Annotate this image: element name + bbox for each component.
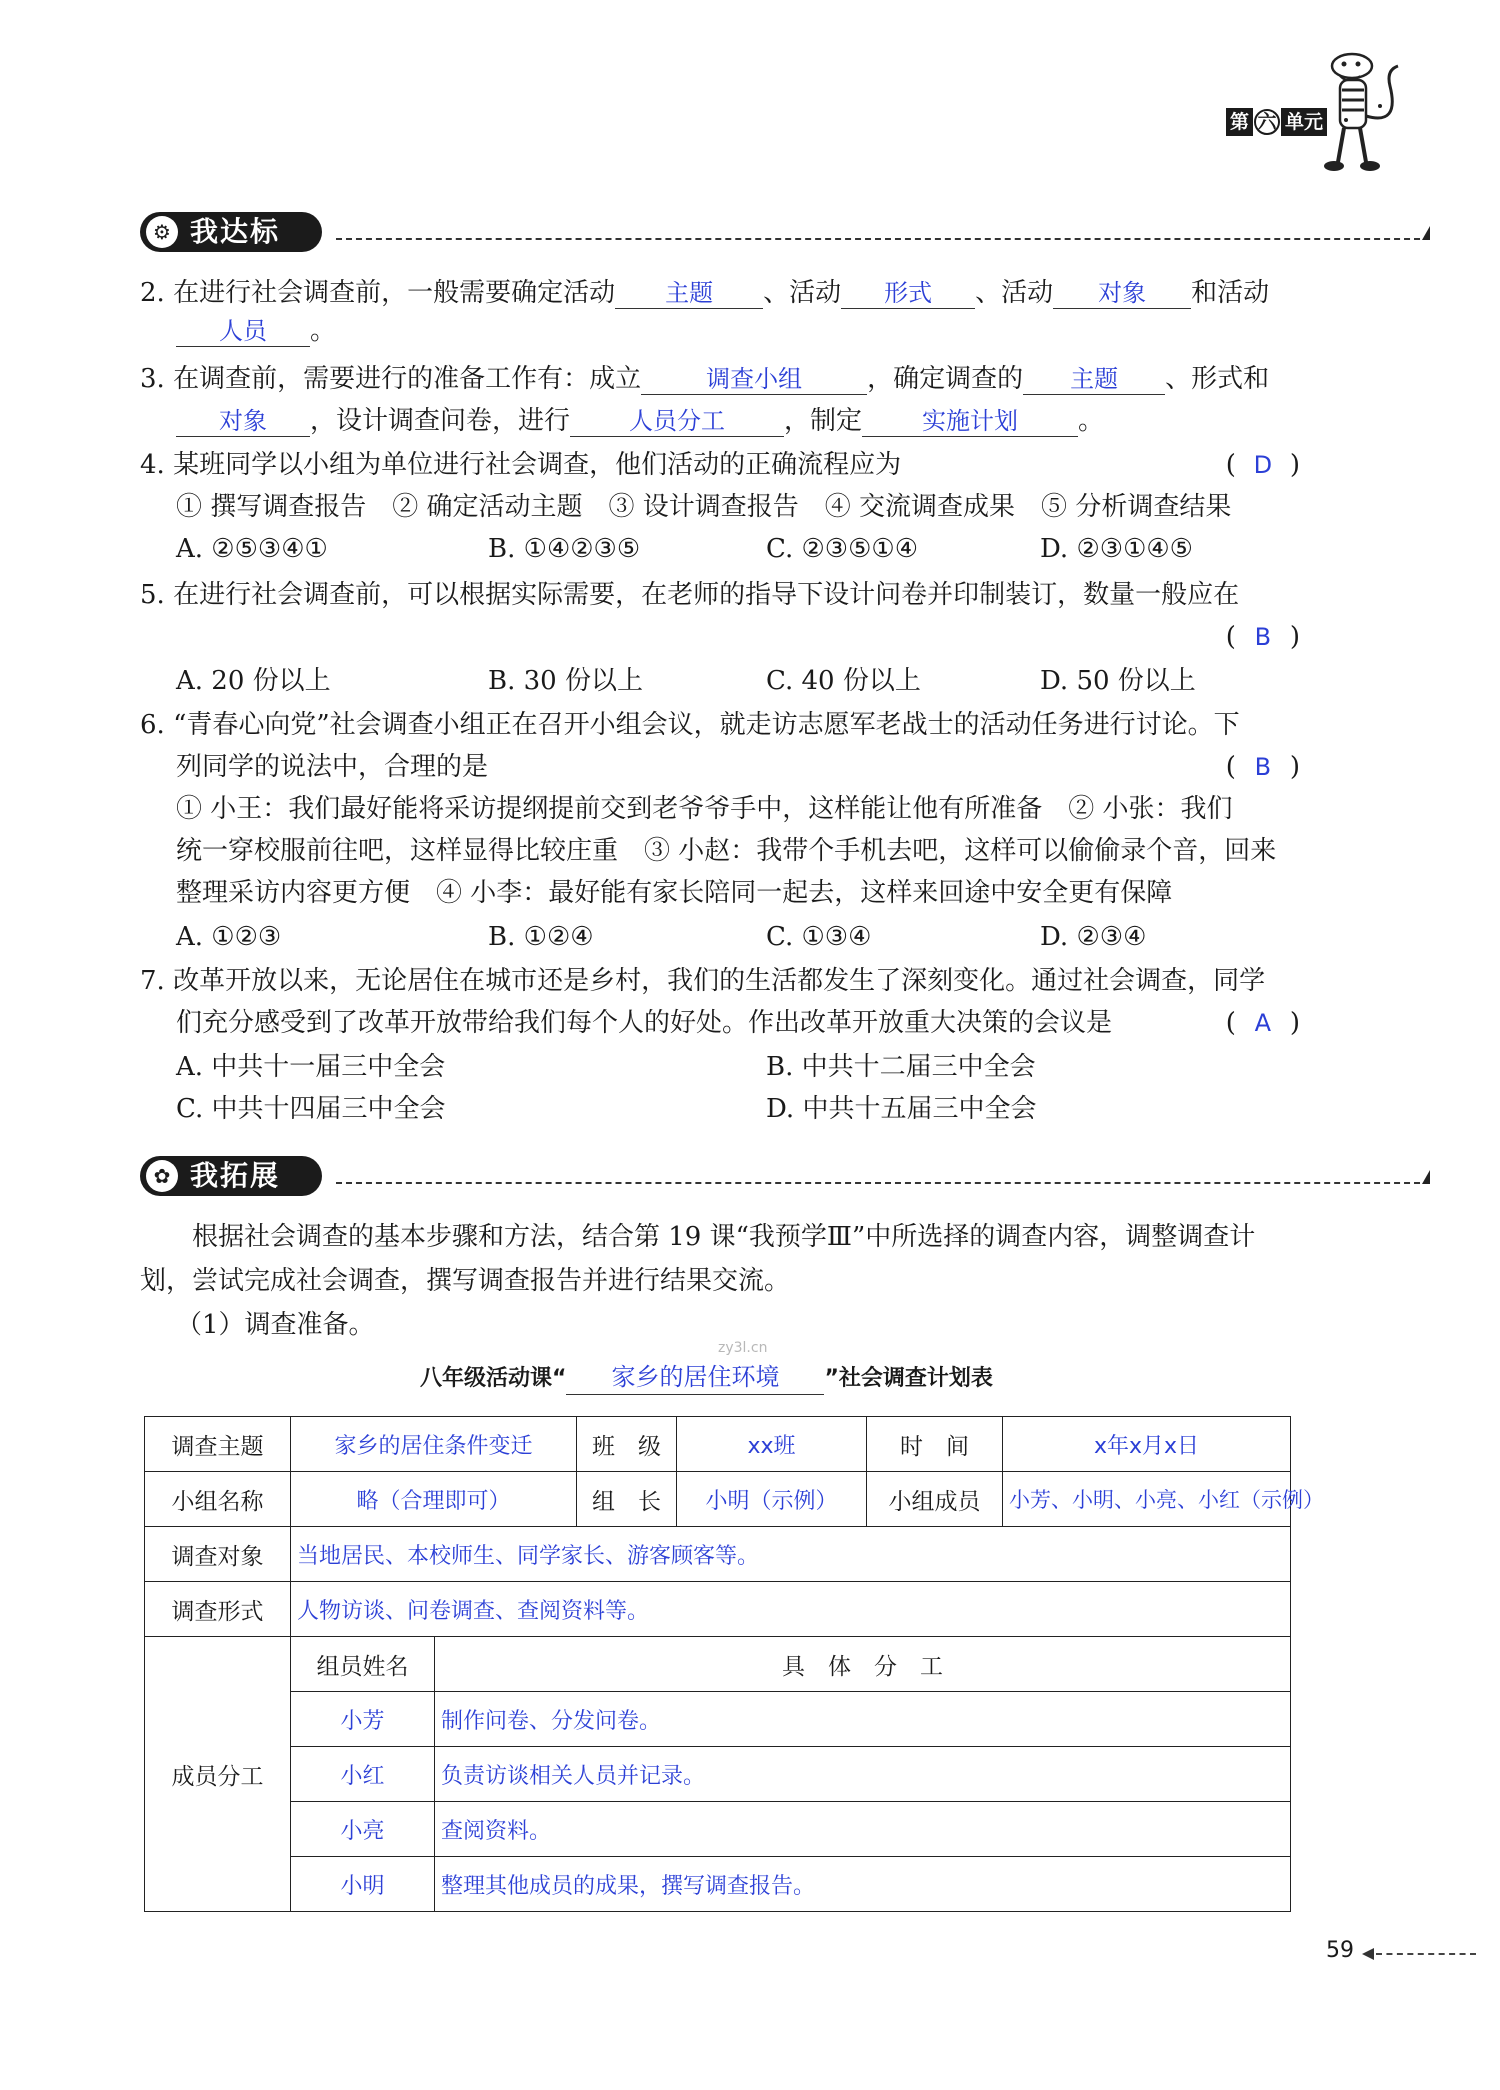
cell-label: 调查对象 (145, 1527, 291, 1582)
dashed-divider (336, 238, 1430, 240)
answer-paren: ( B ) (1225, 622, 1300, 652)
cell-value: x年x月x日 (1003, 1417, 1291, 1472)
table-row (145, 1472, 1291, 1527)
page-number-arrow-icon (1362, 1944, 1482, 1960)
triangle-marker (1422, 1170, 1430, 1184)
option-a: A. ①②③ (176, 922, 282, 952)
member-name: 小亮 (291, 1802, 435, 1857)
option-c: C. ①③④ (766, 922, 872, 952)
table-row (145, 1417, 1291, 1472)
plan-title: 八年级活动课“ 家乡的居住环境 ”社会调查计划表 (420, 1358, 993, 1400)
cell-value: 当地居民、本校师生、同学家长、游客顾客等。 (291, 1527, 1291, 1582)
section-header-tuozhan (140, 1156, 1300, 1196)
table-row (145, 1637, 1291, 1692)
dashed-divider (336, 1182, 1430, 1184)
answer-blank: 主题 (665, 279, 714, 307)
triangle-marker (1422, 226, 1430, 240)
member-task: 负责访谈相关人员并记录。 (435, 1747, 1291, 1802)
cell-label: 时 间 (867, 1417, 1003, 1472)
cell-value: 小芳、小明、小亮、小红（示例） (1003, 1472, 1291, 1527)
member-task: 制作问卷、分发问卷。 (435, 1692, 1291, 1747)
question-7-line2: 们充分感受到了改革开放带给我们每个人的好处。作出改革开放重大决策的会议是 (176, 1008, 1113, 1038)
section-title: 我达标 (190, 215, 281, 248)
table-row (145, 1692, 1291, 1747)
answer-blank: 对象 (219, 407, 267, 435)
cell-value: 人物访谈、问卷调查、查阅资料等。 (291, 1582, 1291, 1637)
option-a: A. ②⑤③④① (176, 534, 328, 564)
option-b: B. 30 份以上 (488, 666, 643, 696)
table-row (145, 1857, 1291, 1912)
option-b: B. 中共十二届三中全会 (766, 1052, 1036, 1082)
question-2-line2: 人员 。 (176, 310, 336, 352)
cell-label: 小组成员 (867, 1472, 1003, 1527)
cell-label: 班 级 (577, 1417, 677, 1472)
cell-label: 小组名称 (145, 1472, 291, 1527)
column-header: 具 体 分 工 (435, 1637, 1291, 1692)
table-row (145, 1582, 1291, 1637)
survey-plan-table (144, 1416, 1325, 1912)
question-4: 4. 某班同学以小组为单位进行社会调查，他们活动的正确流程应为 (140, 450, 902, 480)
expand-paragraph: 根据社会调查的基本步骤和方法，结合第 19 课“我预学Ⅲ”中所选择的调查内容，调整调查计 (192, 1222, 1256, 1252)
question-3-line2: 对象 ，设计调查问卷，进行 人员分工 ，制定 实施计划 。 (176, 400, 1104, 442)
member-task: 整理其他成员的成果，撰写调查报告。 (435, 1857, 1291, 1912)
answer-blank: 主题 (1070, 365, 1119, 393)
cell-label: 组 长 (577, 1472, 677, 1527)
option-d: D. ②③①④⑤ (1040, 534, 1193, 564)
cell-value: 略（合理即可） (291, 1472, 577, 1527)
cell-label: 成员分工 (145, 1637, 291, 1912)
answer-paren: ( B ) (1225, 752, 1300, 782)
question-6-statements: ① 小王：我们最好能将采访提纲提前交到老爷爷手中，这样能让他有所准备 ② 小张：我们 (176, 794, 1233, 824)
table-row (145, 1747, 1291, 1802)
question-3: 3. 在调查前，需要进行的准备工作有：成立 调查小组 ，确定调查的 主题 、形式和 (140, 364, 1270, 394)
section-pill (140, 212, 322, 252)
bicycle-icon: ⚙ (146, 216, 178, 248)
option-d: D. 中共十五届三中全会 (766, 1094, 1037, 1124)
answer-blank: 人员分工 (629, 407, 726, 435)
option-b: B. ①④②③⑤ (488, 534, 641, 564)
table-row (145, 1802, 1291, 1857)
question-4-items: ① 撰写调查报告 ② 确定活动主题 ③ 设计调查报告 ④ 交流调查成果 ⑤ 分析调查结果 (176, 492, 1232, 522)
answer-blank: 实施计划 (922, 407, 1019, 435)
question-6-line2: 列同学的说法中，合理的是 (176, 752, 489, 782)
question-6-statements: 整理采访内容更方便 ④ 小李：最好能有家长陪同一起去，这样来回途中安全更有保障 (176, 878, 1173, 908)
option-d: D. 50 份以上 (1040, 666, 1196, 696)
option-c: C. 40 份以上 (766, 666, 921, 696)
cheetah-mascot-icon (1310, 46, 1410, 180)
option-c: C. 中共十四届三中全会 (176, 1094, 446, 1124)
option-a: A. 中共十一届三中全会 (176, 1052, 446, 1082)
column-header: 组员姓名 (291, 1637, 435, 1692)
question-2: 2. 在进行社会调查前，一般需要确定活动 主题 、活动 形式 、活动 对象 和活动 (140, 278, 1270, 308)
answer-paren: ( A ) (1225, 1008, 1300, 1038)
member-name: 小红 (291, 1747, 435, 1802)
answer-blank: 对象 (1098, 279, 1147, 307)
option-c: C. ②③⑤①④ (766, 534, 919, 564)
cell-label: 调查形式 (145, 1582, 291, 1637)
option-b: B. ①②④ (488, 922, 594, 952)
question-6: 6. “青春心向党”社会调查小组正在召开小组会议，就走访志愿军老战士的活动任务进行讨论。下 (140, 710, 1240, 740)
page-number: 59 (1326, 1938, 1354, 1963)
unit-badge: 第 六 单元 (1226, 108, 1327, 136)
section-pill (140, 1156, 322, 1196)
cell-value: 小明（示例） (677, 1472, 867, 1527)
member-name: 小明 (291, 1857, 435, 1912)
option-a: A. 20 份以上 (176, 666, 331, 696)
answer-paren: ( D ) (1225, 450, 1300, 480)
expand-paragraph: 划，尝试完成社会调查，撰写调查报告并进行结果交流。 (140, 1266, 791, 1296)
cell-value: xx班 (677, 1417, 867, 1472)
question-6-statements: 统一穿校服前往吧，这样显得比较庄重 ③ 小赵：我带个手机去吧，这样可以偷偷录个音，回来 (176, 836, 1277, 866)
answer-blank: 调查小组 (706, 365, 803, 393)
section-title: 我拓展 (190, 1159, 281, 1192)
table-row (145, 1527, 1291, 1582)
member-name: 小芳 (291, 1692, 435, 1747)
answer-blank: 人员 (219, 317, 267, 345)
question-5: 5. 在进行社会调查前，可以根据实际需要，在老师的指导下设计问卷并印制装订，数量一般应在 (140, 580, 1240, 610)
section-header-dabiao (140, 212, 1300, 252)
cell-value: 家乡的居住条件变迁 (291, 1417, 577, 1472)
cell-label: 调查主题 (145, 1417, 291, 1472)
answer-blank: 形式 (884, 279, 933, 307)
option-d: D. ②③④ (1040, 922, 1147, 952)
watermark: zy3l.cn (718, 1340, 768, 1356)
step-label: （1）调查准备。 (176, 1310, 375, 1340)
leaf-icon: ✿ (146, 1160, 178, 1192)
member-task: 查阅资料。 (435, 1802, 1291, 1857)
question-7: 7. 改革开放以来，无论居住在城市还是乡村，我们的生活都发生了深刻变化。通过社会调查，同学 (140, 966, 1266, 996)
